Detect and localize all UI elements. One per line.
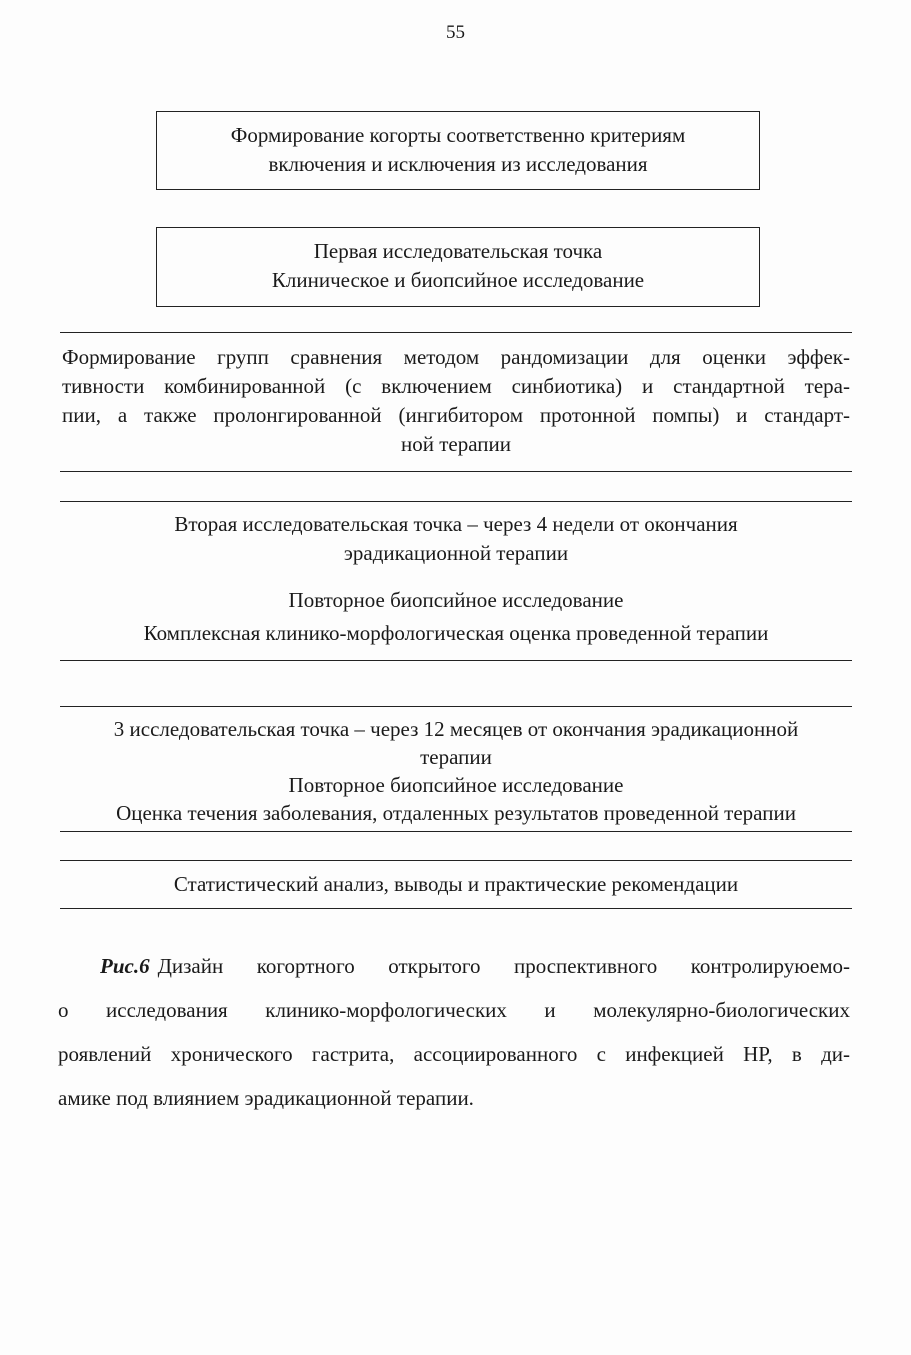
page-number: 55: [446, 22, 465, 43]
flow-step-randomization: [60, 332, 852, 472]
flow-step-text: 3 исследовательская точка – через 12 месяцев от окончания эрадикационной: [113, 717, 799, 741]
caption-line: роявлений хронического гастрита, ассоциированного с инфекцией НР, в ди-: [58, 1042, 850, 1066]
flow-step-text: Статистический анализ, выводы и практические рекомендации: [173, 872, 739, 896]
spacer: [60, 568, 852, 586]
flow-step-text: Клиническое и биопсийное исследование: [271, 268, 645, 292]
caption-text: Дизайн когортного открытого проспективного контролируюемо-: [157, 954, 850, 978]
caption-line: [58, 944, 850, 988]
figure-label: Рис.6: [100, 954, 150, 978]
flow-step-statistical-analysis: [60, 860, 852, 909]
caption-line: о исследования клинико-морфологических и молекулярно-биологических: [58, 998, 850, 1022]
flow-step-text: эрадикационной терапии: [343, 541, 569, 565]
flow-step-text: пии, а также пролонгированной (ингибитором протонной помпы) и стандарт-: [62, 403, 850, 427]
flow-step-text: ной терапии: [401, 432, 511, 456]
caption-line: амике под влиянием эрадикационной терапии.: [58, 1086, 474, 1110]
flow-step-text: Комплексная клинико-морфологическая оценка проведенной терапии: [143, 621, 769, 645]
flow-step-text: Формирование групп сравнения методом рандомизации для оценки эффек-: [62, 345, 850, 369]
flow-step-text: Первая исследовательская точка: [313, 239, 603, 263]
flow-step-third-research-point: [60, 706, 852, 832]
flow-step-text: тивности комбинированной (с включением синбиотика) и стандартной тера-: [62, 374, 850, 398]
flow-step-text: Вторая исследовательская точка – через 4 недели от окончания: [174, 512, 738, 536]
flow-step-text: Оценка течения заболевания, отдаленных результатов проведенной терапии: [116, 801, 796, 825]
flow-step-text: включения и исключения из исследования: [268, 152, 648, 176]
flow-step-text: терапии: [420, 745, 492, 769]
flow-step-first-research-point: [156, 227, 760, 307]
flow-step-text: Формирование когорты соответственно критериям: [230, 123, 686, 147]
flow-step-text: Повторное биопсийное исследование: [288, 588, 624, 612]
flow-step-cohort-formation: [156, 111, 760, 190]
figure-caption: [58, 944, 850, 1120]
flow-step-text: Повторное биопсийное исследование: [288, 773, 624, 797]
flow-step-second-research-point: [60, 501, 852, 661]
